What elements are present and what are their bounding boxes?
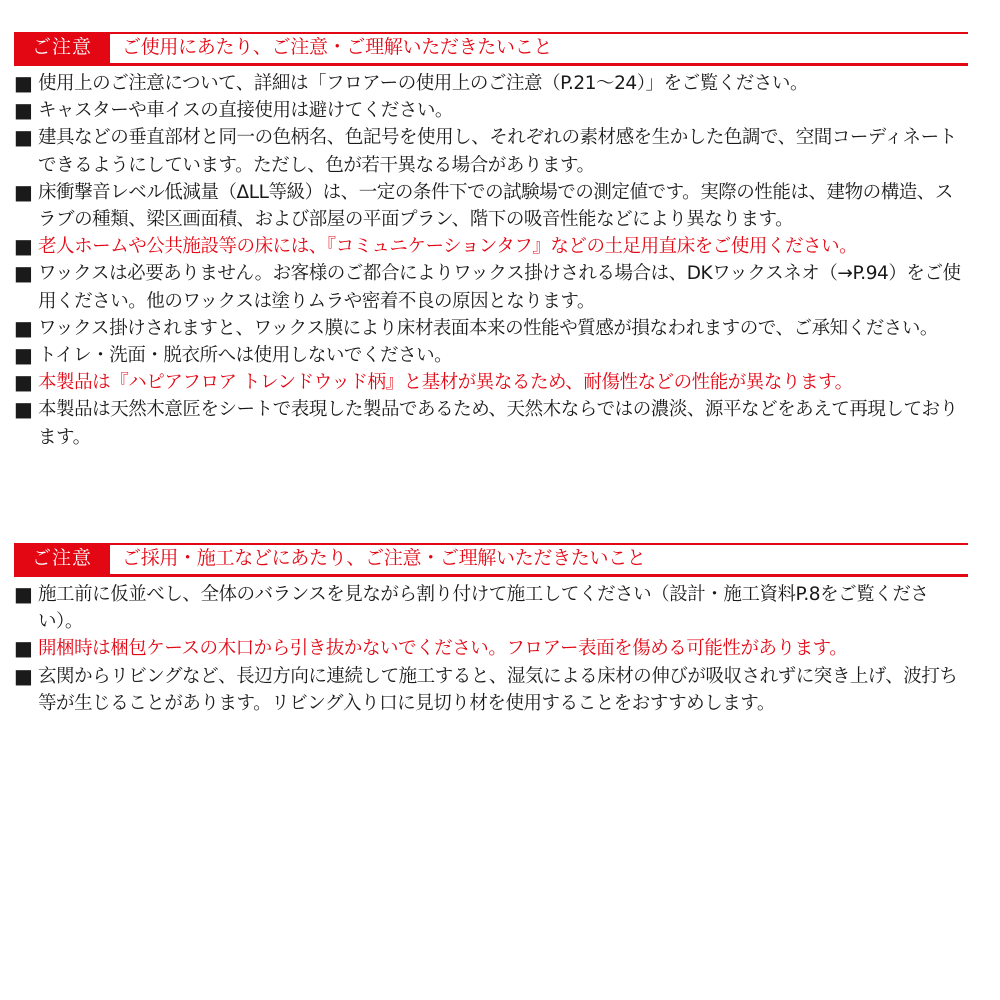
bullet-square-icon: ■ [14, 636, 33, 661]
caution-item-text: トイレ・洗面・脱衣所へは使用しないでください。 [38, 345, 453, 367]
caution-item [14, 97, 968, 124]
section-header [14, 543, 968, 577]
caution-list [14, 581, 968, 717]
caution-item [14, 70, 968, 97]
section-header [14, 32, 968, 66]
bullet-square-icon: ■ [14, 125, 33, 150]
caution-item-text: 玄関からリビングなど、長辺方向に連続して施工すると、湿気による床材の伸びが吸収されずに突き上げ、波打ち等が生じることがあります。リビング入り口に見切り材を使用することをおすすめします。 [38, 665, 958, 714]
caution-item-text: 老人ホームや公共施設等の床には、『コミュニケーションタフ』などの土足用直床をご使用ください。 [38, 236, 858, 258]
caution-item [14, 179, 968, 233]
section-title: ご使用にあたり、ご注意・ご理解いただきたいこと [122, 36, 553, 58]
bullet-square-icon: ■ [14, 234, 33, 259]
caution-section-usage [14, 32, 968, 451]
caution-item-text: 使用上のご注意について、詳細は「フロアーの使用上のご注意（P.21〜24）」をご覧ください。 [38, 73, 808, 94]
bullet-square-icon: ■ [14, 663, 33, 688]
bullet-square-icon: ■ [14, 370, 33, 395]
bullet-square-icon: ■ [14, 397, 33, 422]
caution-item [14, 663, 968, 717]
caution-item-text: キャスターや車イスの直接使用は避けてください。 [38, 100, 453, 122]
caution-item-text: 床衝撃音レベル低減量（ΔLL等級）は、一定の条件下での試験場での測定値です。実際の性能は、建物の構造、スラブの種類、梁区画面積、および部屋の平面プラン、階下の吸音性能などにより異なります。 [38, 181, 953, 231]
caution-section-installation [14, 543, 968, 717]
caution-item-text: ワックス掛けされますと、ワックス膜により床材表面本来の性能や質感が損なわれますので、ご承知ください。 [38, 317, 938, 339]
caution-item-text: 本製品は『ハピアフロア トレンドウッド柄』と基材が異なるため、耐傷性などの性能が異なります。 [38, 372, 853, 394]
bullet-square-icon: ■ [14, 315, 33, 340]
caution-item [14, 260, 968, 314]
bullet-square-icon: ■ [14, 179, 33, 204]
caution-item [14, 315, 968, 342]
caution-item [14, 369, 968, 396]
caution-list [14, 70, 968, 451]
caution-item [14, 581, 968, 635]
caution-item-text: 開梱時は梱包ケースの木口から引き抜かないでください。フロアー表面を傷める可能性があります。 [38, 638, 848, 660]
caution-tag: ご注意 [14, 32, 110, 63]
bullet-square-icon: ■ [14, 582, 33, 606]
caution-item [14, 635, 968, 662]
caution-item [14, 124, 968, 178]
caution-item-text: 本製品は天然木意匠をシートで表現した製品であるため、天然木ならではの濃淡、源平などをあえて再現しております。 [38, 399, 958, 448]
bullet-square-icon: ■ [14, 343, 33, 368]
bullet-square-icon: ■ [14, 98, 33, 123]
caution-item [14, 342, 968, 369]
bullet-square-icon: ■ [14, 261, 33, 286]
bullet-square-icon: ■ [14, 71, 33, 95]
section-title: ご採用・施工などにあたり、ご注意・ご理解いただきたいこと [122, 547, 646, 569]
caution-tag: ご注意 [14, 543, 110, 574]
caution-item-text: 施工前に仮並べし、全体のバランスを見ながら割り付けて施工してください（設計・施工資料P.8をご覧ください）。 [38, 584, 929, 633]
caution-item [14, 233, 968, 260]
caution-item-text: 建具などの垂直部材と同一の色柄名、色記号を使用し、それぞれの素材感を生かした色調で、空間コーディネートできるようにしています。ただし、色が若干異なる場合があります。 [38, 127, 957, 176]
caution-item-text: ワックスは必要ありません。お客様のご都合によりワックス掛けされる場合は、DKワックスネオ（→P.94）をご使用ください。他のワックスは塗りムラや密着不良の原因となります。 [38, 263, 961, 312]
caution-item [14, 396, 968, 450]
